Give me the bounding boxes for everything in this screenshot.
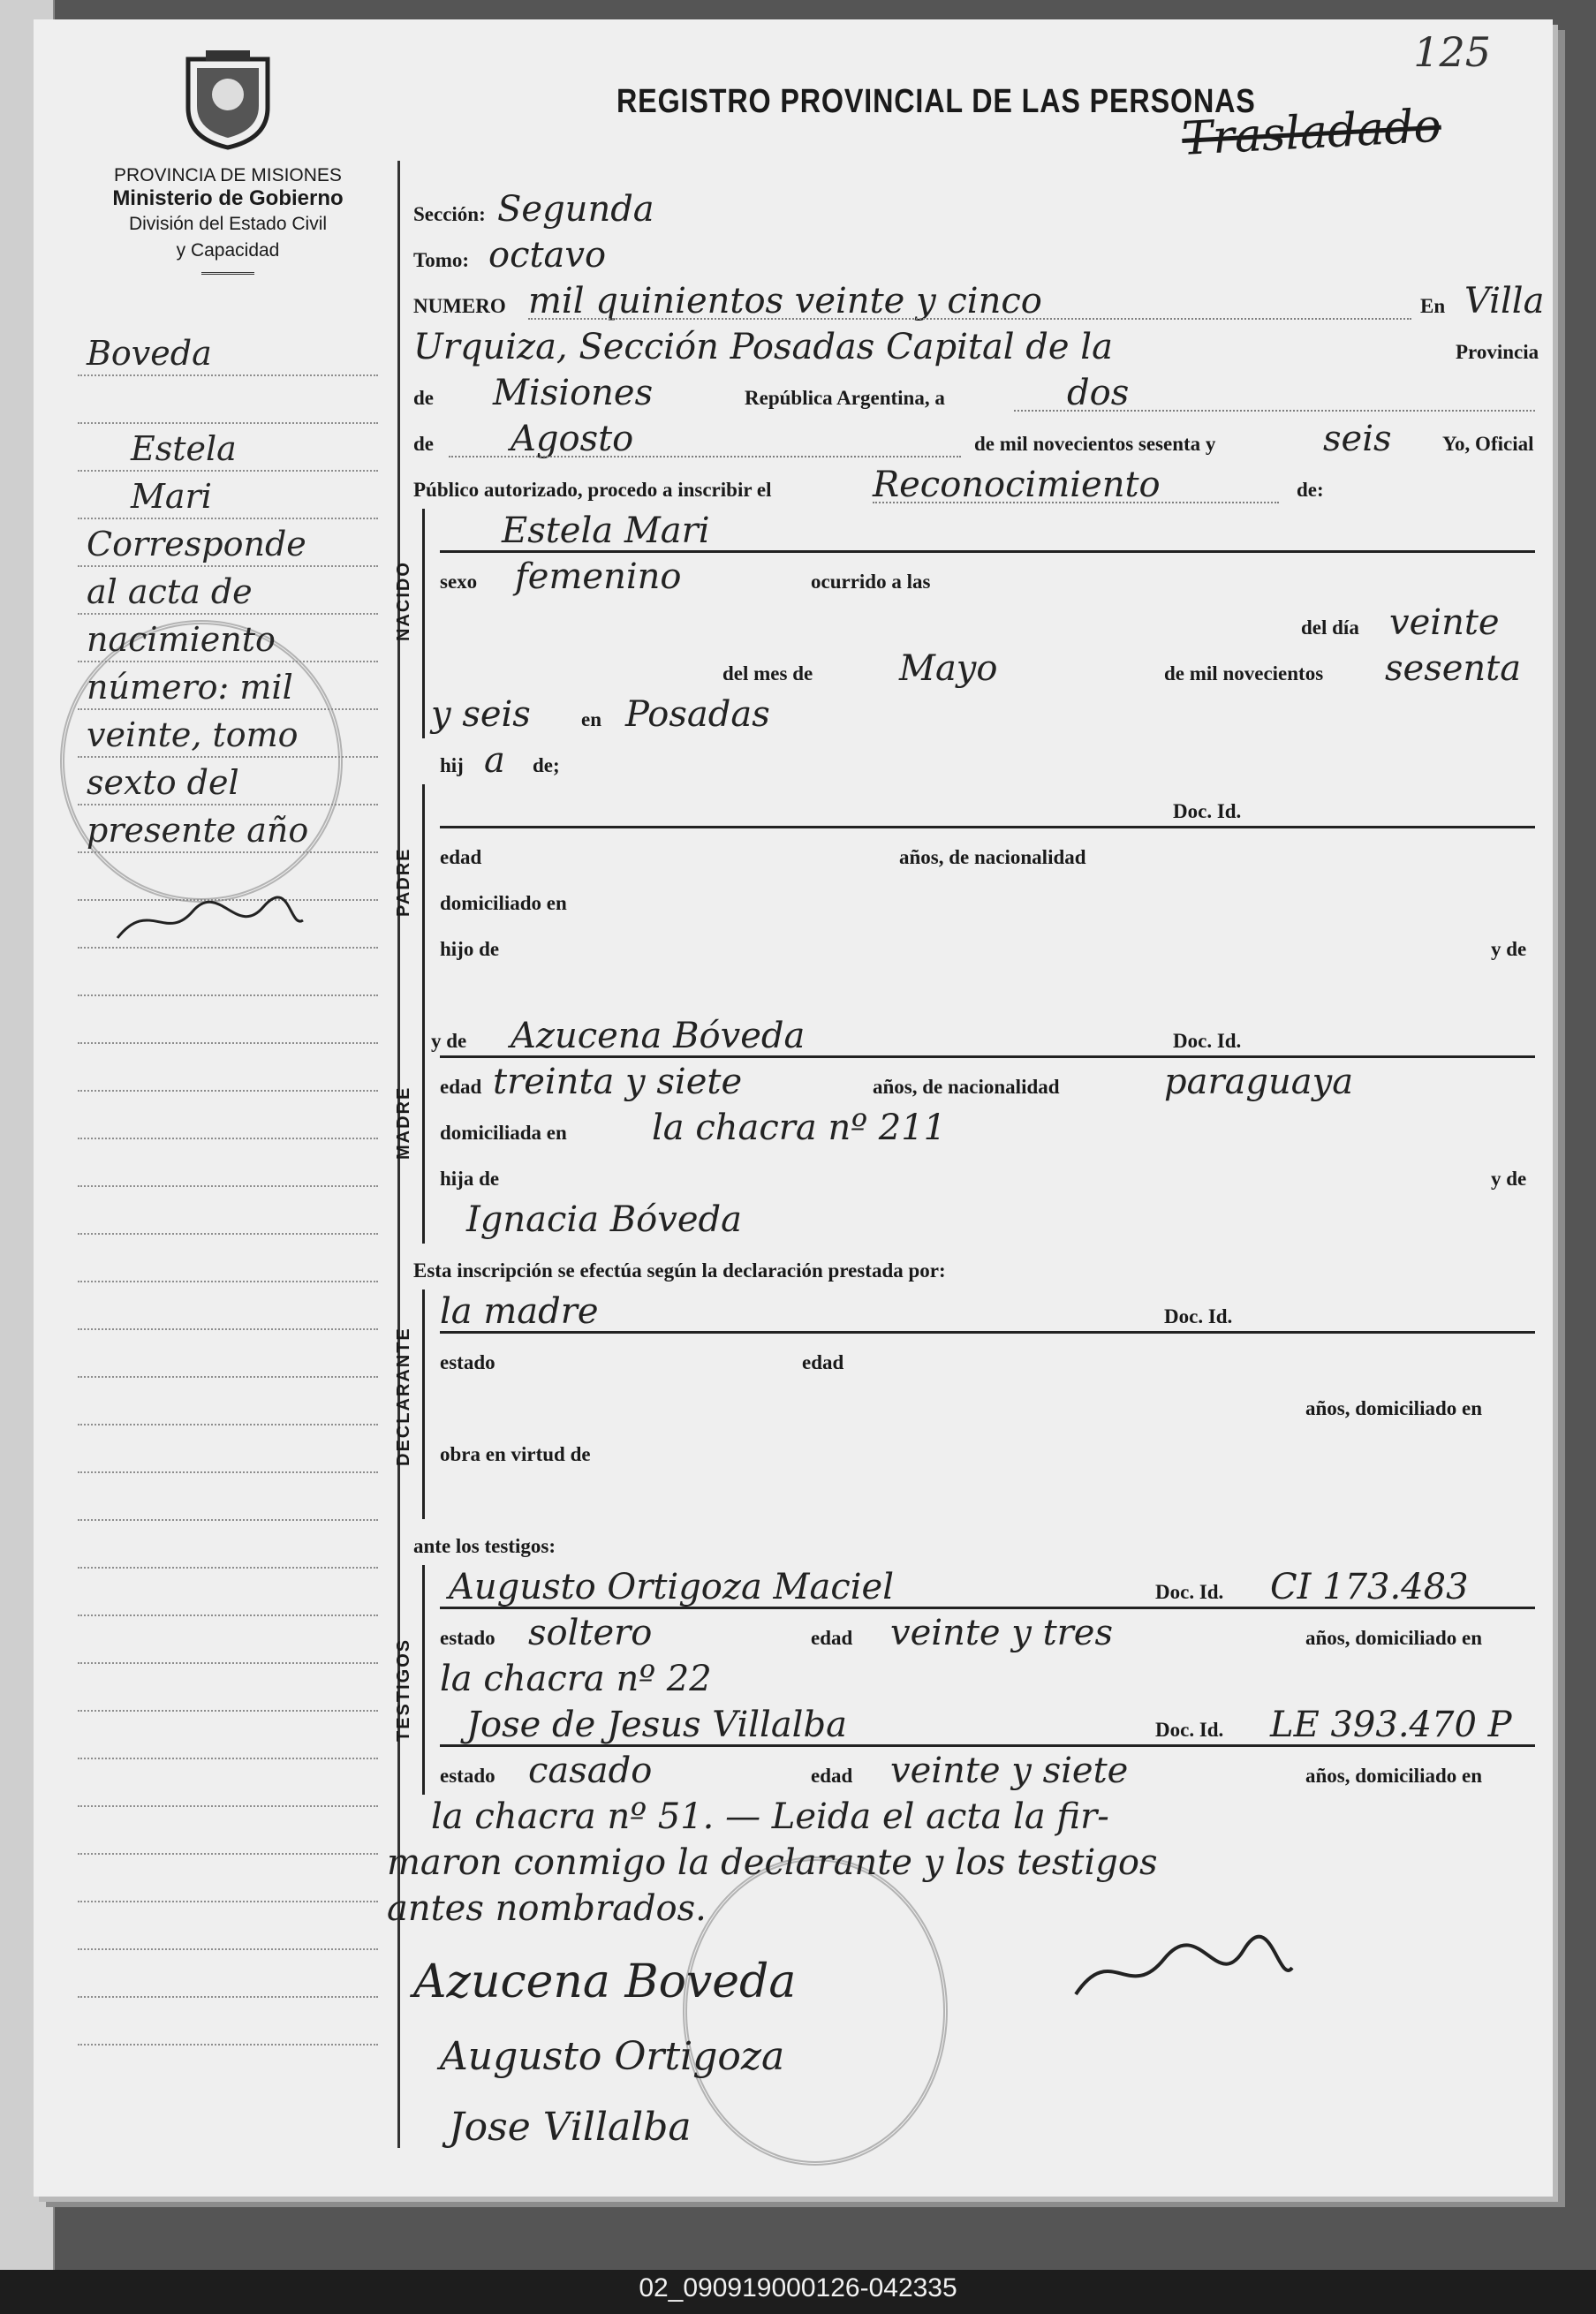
margin-line	[78, 329, 378, 376]
label-republica: República Argentina, a	[745, 387, 945, 409]
row-dia-nac	[413, 601, 1553, 647]
signature-testigo2: Jose Villalba	[449, 2105, 692, 2150]
label-de-mil: de mil novecientos	[1164, 662, 1324, 684]
row-cierre2	[387, 1887, 1553, 1932]
label-de-semicolon: de;	[533, 754, 560, 776]
value-testigo1: Augusto Ortigoza Maciel	[449, 1567, 894, 1607]
dotted-line	[528, 318, 1411, 320]
margin-line	[78, 1187, 378, 1235]
row-seccion	[413, 187, 1553, 233]
label-publico: Público autorizado, procedo a inscribir el	[413, 479, 772, 501]
margin-note: sexto del	[87, 763, 239, 802]
label-provincia: Provincia	[1456, 341, 1539, 363]
section-declarante	[394, 1289, 1553, 1519]
row-padre-edad	[413, 830, 1553, 876]
label-anos-domiciliado: años, domiciliado en	[1305, 1397, 1483, 1419]
margin-line	[78, 805, 378, 853]
row-firma3	[413, 2083, 1553, 2153]
page-number: 125	[1413, 28, 1491, 76]
register-title: REGISTRO PROVINCIAL DE LAS PERSONAS	[616, 83, 1256, 120]
label-del-dia: del día	[1301, 616, 1359, 639]
label-domiciliada: domiciliada en	[440, 1122, 567, 1144]
label-hija-de: hija de	[440, 1168, 500, 1190]
margin-line	[78, 1569, 378, 1616]
label-y-de-2: y de	[1491, 1168, 1527, 1190]
label-hijo-de: hijo de	[440, 938, 500, 960]
row-decl-obra	[413, 1427, 1553, 1473]
value-testigo1-estado: soltero	[528, 1613, 653, 1653]
value-anio: seis	[1323, 419, 1392, 459]
label-tomo: Tomo:	[413, 249, 470, 271]
value-testigo2-dom: la chacra nº 51. — Leida el acta la fir-	[431, 1796, 1109, 1837]
label-numero: NUMERO	[413, 295, 506, 317]
margin-line	[78, 1235, 378, 1282]
label-anos-dom-t2: años, domiciliado en	[1305, 1765, 1483, 1787]
margin-line	[78, 996, 378, 1044]
row-numero	[413, 279, 1553, 325]
value-acto: Reconocimiento	[873, 465, 1161, 505]
margin-line	[78, 1616, 378, 1664]
row-testigo2-dom	[413, 1795, 1553, 1841]
row-tomo	[413, 233, 1553, 279]
margin-line	[78, 1521, 378, 1569]
label-y-de-madre: y de	[431, 1030, 467, 1052]
value-madre-edad: treinta y siete	[493, 1062, 743, 1102]
label-estado-t1: estado	[440, 1627, 495, 1649]
margin-line	[78, 376, 378, 424]
value-anio-nac: sesenta	[1385, 648, 1522, 689]
margin-line	[78, 1902, 378, 1950]
margin-line	[78, 1330, 378, 1378]
header-division: División del Estado Civil	[128, 214, 328, 234]
label-nacionalidad: años, de nacionalidad	[899, 846, 1086, 868]
margin-note: veinte, tomo	[87, 715, 299, 754]
section-label-madre: MADRE	[394, 1085, 413, 1160]
row-publico	[413, 463, 1553, 509]
value-en: Villa	[1464, 281, 1545, 321]
label-doc-id-t2: Doc. Id.	[1155, 1719, 1224, 1741]
value-provincia: Misiones	[493, 373, 654, 413]
margin-notes	[78, 329, 378, 2046]
row-decl-blank	[413, 1473, 1553, 1519]
official-signature-icon	[113, 894, 307, 947]
row-madre-nombre	[413, 1014, 1553, 1060]
row-padre-hijo	[413, 922, 1553, 968]
row-padre-blank	[413, 968, 1553, 1014]
margin-line	[78, 1378, 378, 1425]
value-dia: dos	[1067, 373, 1130, 413]
margin-line	[78, 710, 378, 758]
margin-line	[78, 758, 378, 805]
label-doc-id-t1: Doc. Id.	[1155, 1581, 1224, 1603]
label-yo-oficial: Yo, Oficial	[1442, 433, 1534, 455]
value-madre-domicilio: la chacra nº 211	[652, 1108, 947, 1148]
row-testigos	[413, 1519, 1553, 1565]
value-testigo2-estado: casado	[528, 1751, 653, 1791]
value-dia-nac: veinte	[1389, 602, 1500, 643]
section-label-testigos: TESTIGOS	[394, 1637, 413, 1742]
section-padre	[394, 784, 1553, 1014]
rule-line	[440, 1055, 1535, 1058]
row-nombre	[413, 509, 1553, 555]
value-testigo1-dom: la chacra nº 22	[440, 1659, 712, 1699]
label-nacionalidad-madre: años, de nacionalidad	[873, 1076, 1060, 1098]
margin-note: al acta de	[87, 572, 253, 611]
value-madre-nacionalidad: paraguaya	[1164, 1062, 1354, 1102]
value-cierre2: antes nombrados.	[387, 1888, 707, 1929]
margin-line	[78, 1139, 378, 1187]
trasladado-annotation: Trasladado	[1180, 99, 1443, 166]
label-testigos: ante los testigos:	[413, 1535, 556, 1557]
margin-line	[78, 1664, 378, 1712]
value-mes: Agosto	[511, 419, 634, 459]
label-sexo: sexo	[440, 571, 478, 593]
row-declarante	[413, 1289, 1553, 1335]
row-madre-edad	[413, 1060, 1553, 1106]
margin-note: Corresponde	[87, 525, 306, 563]
label-del-mes: del mes de	[722, 662, 813, 684]
margin-note: nacimiento	[87, 620, 276, 659]
margin-name: Estela	[131, 429, 237, 468]
label-de-mes: de	[413, 433, 434, 455]
row-testigo2-estado	[413, 1749, 1553, 1795]
label-doc-id-madre: Doc. Id.	[1173, 1030, 1242, 1052]
rule-line	[440, 826, 1535, 828]
row-decl-estado	[413, 1335, 1553, 1381]
label-edad-decl: edad	[802, 1351, 844, 1373]
file-id-label: 02_090919000126-042335	[639, 2273, 957, 2303]
label-de-colon: de:	[1297, 479, 1324, 501]
header-province: PROVINCIA DE MISIONES	[114, 165, 342, 185]
value-testigo1-edad: veinte y tres	[890, 1613, 1113, 1653]
row-padre-nombre	[413, 784, 1553, 830]
value-testigo2: Jose de Jesus Villalba	[466, 1705, 847, 1745]
margin-note: presente año	[87, 811, 309, 850]
header-ministry: Ministerio de Gobierno	[112, 186, 344, 210]
section-label-padre: PADRE	[394, 847, 413, 917]
value-declarante: la madre	[440, 1291, 599, 1332]
rule-line	[440, 1607, 1535, 1609]
label-hij: hij	[440, 754, 464, 776]
row-cierre1	[387, 1841, 1553, 1887]
row-hij	[413, 738, 1553, 784]
value-abuela: Ignacia Bóveda	[466, 1199, 742, 1240]
value-testigo2-doc: LE 393.470 P	[1270, 1705, 1512, 1745]
row-firma1	[413, 1932, 1553, 2012]
row-padre-domicilio	[413, 876, 1553, 922]
margin-line	[78, 1282, 378, 1330]
row-mes-nac	[413, 647, 1553, 692]
rule-line	[440, 1744, 1535, 1747]
margin-line	[78, 662, 378, 710]
section-testigos	[394, 1565, 1553, 1795]
value-testigo2-edad: veinte y siete	[890, 1751, 1129, 1791]
margin-line	[78, 1759, 378, 1807]
label-edad-t1: edad	[811, 1627, 853, 1649]
section-label-nacido: NACIDO	[394, 561, 413, 641]
value-lugar-nac: Posadas	[625, 694, 770, 735]
row-mes	[413, 417, 1553, 463]
official-signature-icon	[1067, 1932, 1297, 2012]
margin-line	[78, 1998, 378, 2046]
label-declaracion: Esta inscripción se efectúa según la declaración prestada por:	[413, 1259, 946, 1282]
section-label-declarante: DECLARANTE	[394, 1327, 413, 1466]
row-lugar-nac	[413, 692, 1553, 738]
row-decl-anos	[413, 1381, 1553, 1427]
value-seccion: Segunda	[497, 189, 654, 230]
value-tomo: octavo	[488, 235, 607, 276]
section-nacido	[394, 509, 1553, 784]
label-anos-dom-t1: años, domiciliado en	[1305, 1627, 1483, 1649]
margin-name2: Mari	[131, 477, 212, 516]
margin-line	[78, 1855, 378, 1902]
value-hij-suffix: a	[484, 740, 505, 781]
value-nombre: Estela Mari	[502, 510, 710, 551]
row-testigo1-estado	[413, 1611, 1553, 1657]
margin-line	[78, 1473, 378, 1521]
label-estado-t2: estado	[440, 1765, 495, 1787]
header-block	[87, 46, 369, 275]
value-lugar: Urquiza, Sección Posadas Capital de la	[413, 327, 1113, 367]
label-doc-id: Doc. Id.	[1173, 800, 1242, 822]
margin-line	[78, 949, 378, 996]
row-testigo2	[413, 1703, 1553, 1749]
value-madre-nombre: Azucena Bóveda	[511, 1016, 806, 1056]
label-seccion: Sección:	[413, 203, 486, 225]
label-domiciliado: domiciliado en	[440, 892, 567, 914]
header-capacidad: y Capacidad	[176, 240, 280, 261]
margin-line	[78, 472, 378, 519]
row-sexo	[413, 555, 1553, 601]
margin-line	[78, 901, 378, 949]
signature-testigo1: Augusto Ortigoza	[440, 2034, 785, 2079]
row-madre-hija	[413, 1152, 1553, 1198]
value-anio-nac-2: y seis	[431, 694, 531, 735]
value-numero: mil quinientos veinte y cinco	[528, 281, 1042, 321]
label-obra: obra en virtud de	[440, 1443, 591, 1465]
header-rule	[201, 272, 254, 275]
register-page	[34, 19, 1553, 2197]
row-madre-domicilio	[413, 1106, 1553, 1152]
province-seal-icon	[179, 46, 276, 152]
label-de: de	[413, 387, 434, 409]
rule-line	[440, 550, 1535, 553]
section-madre	[394, 1014, 1553, 1244]
label-edad-madre: edad	[440, 1076, 482, 1098]
label-en: En	[1420, 295, 1446, 317]
signature-declarante: Azucena Boveda	[413, 1955, 797, 2008]
margin-line	[78, 1044, 378, 1092]
value-cierre1: maron conmigo la declarante y los testigos	[387, 1842, 1158, 1883]
value-testigo1-doc: CI 173.483	[1270, 1567, 1469, 1607]
margin-line	[78, 1950, 378, 1998]
label-y-de: y de	[1491, 938, 1527, 960]
row-declaracion	[413, 1244, 1553, 1289]
birth-record-form	[387, 187, 1553, 2153]
margin-line	[78, 615, 378, 662]
dotted-line	[449, 456, 961, 458]
label-doc-id-decl: Doc. Id.	[1164, 1305, 1233, 1327]
label-ocurrido: ocurrido a las	[811, 571, 931, 593]
margin-line	[78, 519, 378, 567]
dotted-line	[1014, 410, 1535, 412]
rule-line	[440, 1331, 1535, 1334]
label-edad-t2: edad	[811, 1765, 853, 1787]
value-sexo: femenino	[515, 556, 682, 597]
label-de-mil-sesenta: de mil novecientos sesenta y	[974, 433, 1216, 455]
margin-line	[78, 424, 378, 472]
margin-surname: Boveda	[87, 334, 212, 373]
label-estado: estado	[440, 1351, 495, 1373]
row-provincia	[413, 371, 1553, 417]
row-abuela	[413, 1198, 1553, 1244]
row-firma2	[413, 2012, 1553, 2083]
row-testigo1	[413, 1565, 1553, 1611]
label-en-nac: en	[581, 708, 601, 730]
margin-line	[78, 1712, 378, 1759]
dotted-line	[873, 502, 1279, 503]
margin-note: número: mil	[87, 668, 293, 707]
row-testigo1-dom	[413, 1657, 1553, 1703]
margin-line	[78, 1425, 378, 1473]
margin-line	[78, 1092, 378, 1139]
label-edad: edad	[440, 846, 482, 868]
margin-line	[78, 567, 378, 615]
row-lugar	[413, 325, 1553, 371]
margin-line	[78, 1807, 378, 1855]
value-mes-nac: Mayo	[899, 648, 998, 689]
